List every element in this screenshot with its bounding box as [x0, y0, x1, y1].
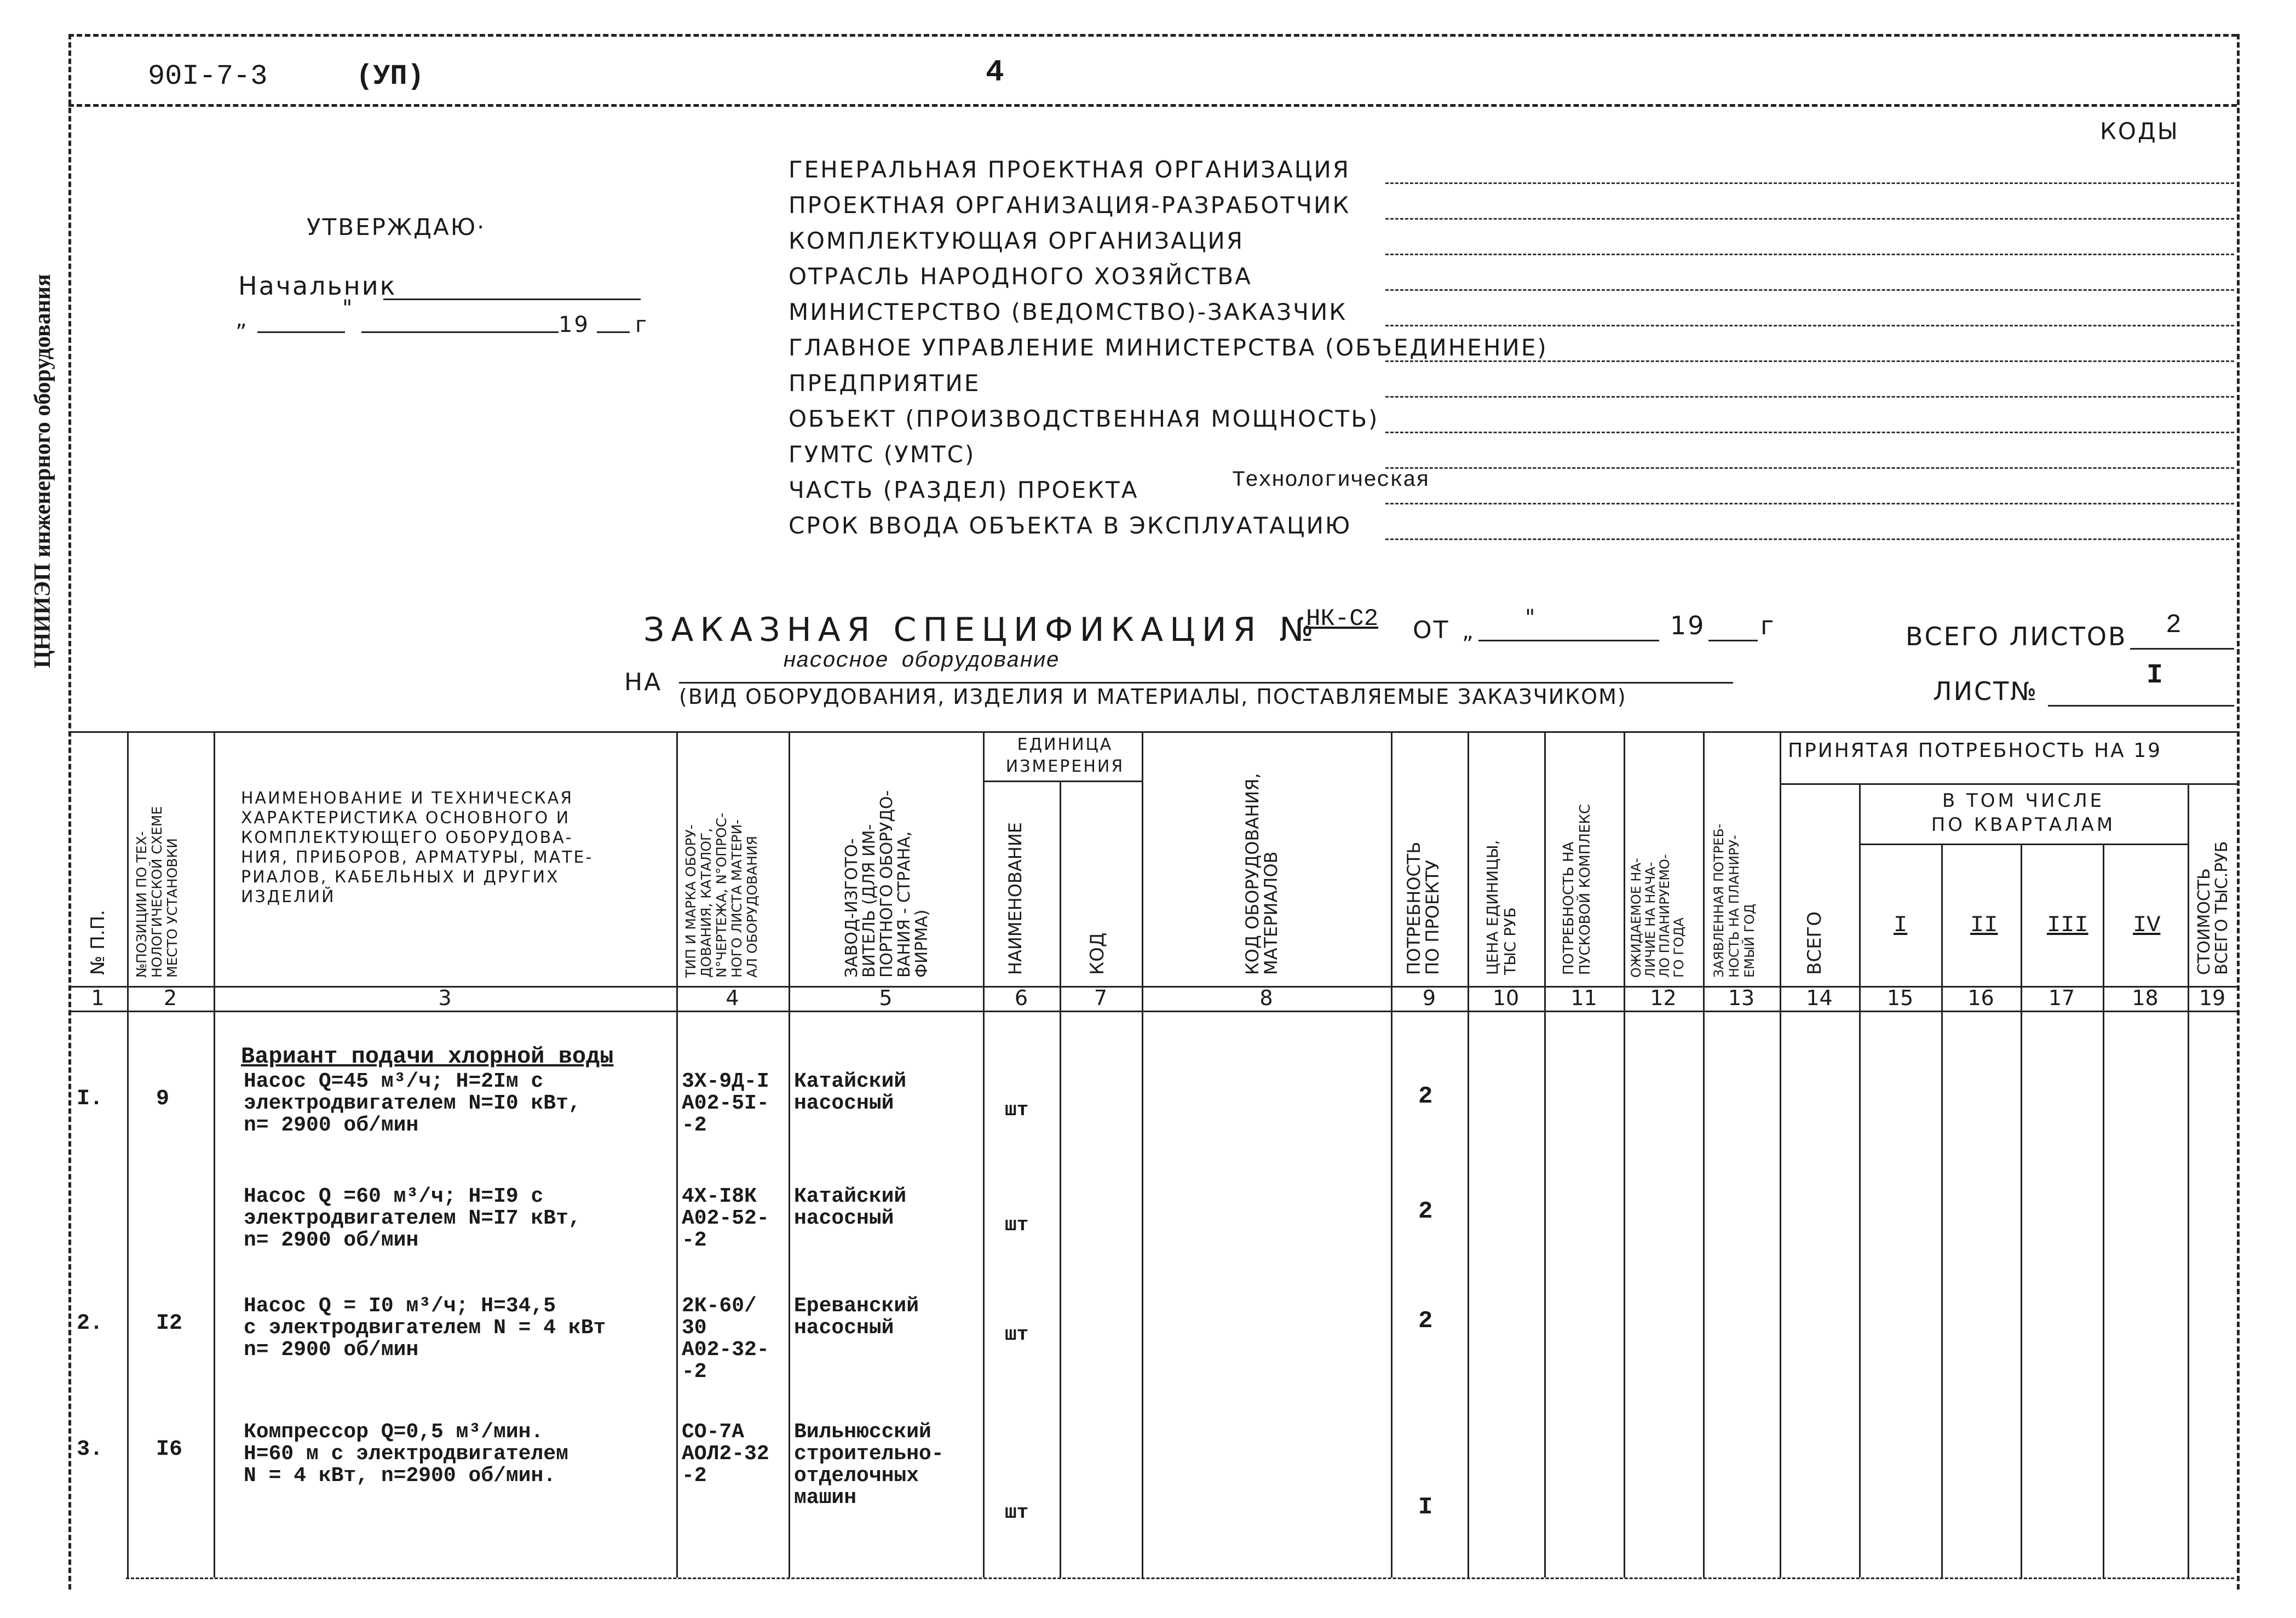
header-c9: ПОТРЕБНОСТЬ ПО ПРОЕКТУ [1403, 841, 1443, 975]
total-sheets-label: ВСЕГО ЛИСТОВ [1906, 622, 2127, 651]
spec-title: ЗАКАЗНАЯ СПЕЦИФИКАЦИЯ № [643, 611, 1320, 649]
col-line-9 [1468, 731, 1469, 1577]
row-number: 3. [77, 1437, 103, 1462]
header-divider [68, 104, 2237, 107]
row-position: 9 [156, 1087, 170, 1111]
row-type: 3Х-9Д-I А02-5I- -2 [682, 1070, 769, 1137]
org-field-line [1385, 254, 2234, 255]
col-line-5 [983, 731, 985, 1577]
col-line-1 [127, 731, 129, 1577]
accepted-group-line [1780, 783, 2237, 785]
row-unit: шт [1005, 1323, 1029, 1346]
sheet-value: I [2147, 660, 2163, 691]
header-c8: КОД ОБОРУДОВАНИЯ, МАТЕРИАЛОВ [1242, 773, 1281, 975]
row-unit: шт [1005, 1501, 1029, 1524]
col-line-4 [789, 731, 790, 1577]
org-field-line [1385, 396, 2234, 398]
column-number: 9 [1422, 986, 1436, 1010]
header-c7: КОД [1086, 932, 1108, 975]
header-c15: I [1894, 912, 1908, 938]
row-type: 2К-60/ 30 А02-32- -2 [682, 1294, 769, 1384]
col-line-11 [1624, 731, 1625, 1577]
col-line-16 [2021, 844, 2022, 1577]
org-field-line [1385, 182, 2234, 184]
header-c1: № П.П. [87, 910, 109, 975]
colnum-bottom-line [68, 1011, 2237, 1012]
row-quantity: I [1418, 1494, 1433, 1521]
side-label: ЦНИИЭП инженерного оборудования [30, 274, 55, 668]
doc-code: 90I-7-3 [148, 60, 268, 93]
row-quantity: 2 [1418, 1083, 1433, 1110]
page-number: 4 [986, 55, 1004, 90]
row-maker: Катайский насосный [794, 1185, 907, 1230]
row-unit: шт [1005, 1099, 1029, 1121]
column-number: 11 [1570, 986, 1597, 1010]
chief-signature-line [383, 299, 641, 300]
header-c13: ЗАЯВЛЕННАЯ ПОТРЕБ- НОСТЬ НА ПЛАНИРУ- ЕМЫЙ ГОД [1711, 823, 1757, 978]
spec-date-quote-open: „ [1462, 619, 1475, 644]
org-field-line [1385, 218, 2234, 220]
approve-year-line [597, 331, 630, 333]
quarters-group-line [1859, 844, 2188, 845]
col-line-18 [2188, 783, 2189, 1577]
spec-date-line [1478, 640, 1659, 641]
org-field-line [1385, 325, 2234, 326]
frame-right-border [2237, 34, 2240, 1590]
header-c2: №ПОЗИЦИИ ПО ТЕХ- НОЛОГИЧЕСКОЙ СХЕМЕ МЕСТО УСТАНОВКИ [134, 806, 180, 978]
unit-group-line [983, 781, 1142, 782]
header-unit-group: ЕДИНИЦА ИЗМЕРЕНИЯ [1005, 735, 1125, 776]
col-line-17 [2103, 844, 2104, 1577]
column-number: 6 [1014, 986, 1028, 1010]
chief-label: Начальник [238, 271, 397, 301]
album-code: (УП) [356, 60, 424, 93]
spec-year-suffix: г [1760, 611, 1776, 640]
row-name: Насос Q=45 м³/ч; Н=2Iм с электродвигателем N=I0 кВт, n= 2900 об/мин [244, 1070, 581, 1137]
col-line-7 [1142, 731, 1143, 1577]
header-c4: ТИП И МАРКА ОБОРУ- ДОВАНИЯ, КАТАЛОГ, N°ЧЕРТЕЖА, N°ОПРОС- НОГО ЛИСТА МАТЕРИ- АЛ ОБОРУДОВАНИЯ [683, 812, 760, 978]
col-line-13 [1780, 731, 1781, 1577]
org-field-label: ОТРАСЛЬ НАРОДНОГО ХОЗЯЙСТВА [789, 263, 1252, 290]
spec-subject-caption: (ВИД ОБОРУДОВАНИЯ, ИЗДЕЛИЯ И МАТЕРИАЛЫ, ПОСТАВЛЯЕМЫЕ ЗАКАЗЧИКОМ) [679, 685, 1627, 709]
codes-label: КОДЫ [2100, 118, 2179, 145]
org-field-label: ГУМТС (УМТС) [789, 441, 976, 468]
column-number: 4 [726, 986, 739, 1010]
header-c10: ЦЕНА ЕДИНИЦЫ, ТЫС РУБ [1483, 840, 1519, 975]
org-field-line [1385, 360, 2234, 362]
col-line-12 [1703, 731, 1705, 1577]
org-field-label: ПРЕДПРИЯТИЕ [789, 370, 981, 397]
table-top-line [68, 731, 2237, 733]
org-field-label: КОМПЛЕКТУЮЩАЯ ОРГАНИЗАЦИЯ [789, 227, 1245, 254]
org-field-label: МИНИСТЕРСТВО (ВЕДОМСТВО)-ЗАКАЗЧИК [789, 299, 1348, 325]
column-number: 5 [879, 986, 893, 1010]
header-accepted-group: ПРИНЯТАЯ ПОТРЕБНОСТЬ НА 19 [1788, 739, 2162, 762]
column-number: 8 [1259, 986, 1273, 1010]
column-number: 1 [91, 986, 105, 1010]
total-sheets-line [2130, 648, 2234, 650]
column-number: 3 [438, 986, 452, 1010]
col-line-10 [1544, 731, 1546, 1577]
header-c19: СТОИМОСТЬ ВСЕГО ТЫС.РУБ [2195, 841, 2231, 975]
column-number: 2 [163, 986, 177, 1010]
col-line-15 [1941, 844, 1943, 1577]
sheet-label: ЛИСТ№ [1933, 676, 2039, 706]
row-name: Насос Q = I0 м³/ч; Н=34,5 с электродвигателем N = 4 кВт n= 2900 об/мин [244, 1294, 606, 1362]
approve-date-quote-open: „ [235, 307, 249, 332]
org-field-label: СРОК ВВОДА ОБЪЕКТА В ЭКСПЛУАТАЦИЮ [789, 512, 1352, 539]
header-c11: ПОТРЕБНОСТЬ НА ПУСКОВОЙ КОМПЛЕКС [1561, 804, 1593, 975]
row-type: СО-7А АОЛ2-32 -2 [682, 1420, 769, 1488]
column-number: 7 [1094, 986, 1108, 1010]
header-c14: ВСЕГО [1804, 911, 1826, 975]
row-maker: Катайский насосный [794, 1070, 907, 1115]
column-number: 13 [1728, 986, 1755, 1010]
col-line-8 [1391, 731, 1392, 1577]
org-field-label: ЧАСТЬ (РАЗДЕЛ) ПРОЕКТА [789, 477, 1139, 503]
approve-month-line [361, 331, 559, 333]
header-c18: IV [2133, 912, 2161, 938]
org-field-label: ПРОЕКТНАЯ ОРГАНИЗАЦИЯ-РАЗРАБОТЧИК [789, 192, 1351, 219]
header-quarters-group: В ТОМ ЧИСЛЕ ПО КВАРТАЛАМ [1931, 790, 2116, 836]
approve-year-suffix: г [635, 312, 649, 337]
header-c3: НАИМЕНОВАНИЕ И ТЕХНИЧЕСКАЯ ХАРАКТЕРИСТИКА ОСНОВНОГО И КОМПЛЕКТУЮЩЕГО ОБОРУДОВА- НИЯ, ПРИБОРОВ, АРМАТУРЫ, МАТЕ- РИАЛОВ, КАБЕЛЬНЫХ И ДРУГИХ ИЗДЕЛИЙ [241, 789, 594, 906]
frame-top-border [68, 34, 2237, 37]
section-title: Вариант подачи хлорной воды [241, 1043, 614, 1070]
col-line-14 [1859, 783, 1861, 1577]
spec-subject-line [679, 682, 1733, 684]
column-number: 18 [2132, 986, 2159, 1010]
org-field-line [1385, 289, 2234, 291]
approve-year-prefix: 19 [559, 312, 590, 337]
header-c12: ОЖИДАЕМОЕ НА- ЛИЧИЕ НА НАЧА- ЛО ПЛАНИРУЕМО- ГО ГОДА [1629, 854, 1687, 978]
org-field-value: Технологическая [1232, 468, 1430, 493]
spec-from-label: ОТ [1413, 616, 1450, 644]
spec-on-label: НА [624, 668, 663, 696]
spec-number: НК-С2 [1306, 605, 1379, 633]
row-position: I6 [156, 1437, 183, 1462]
org-field-line [1385, 467, 2234, 469]
column-number: 10 [1492, 986, 1520, 1010]
spec-subject: насосное оборудование [783, 649, 1060, 674]
total-sheets-value: 2 [2166, 611, 2182, 640]
org-field-label: ОБЪЕКТ (ПРОИЗВОДСТВЕННАЯ МОЩНОСТЬ) [789, 405, 1379, 432]
approve-date-quote-close: " [342, 296, 354, 321]
approve-day-line [257, 331, 345, 333]
column-number: 12 [1650, 986, 1677, 1010]
row-quantity: 2 [1418, 1307, 1433, 1335]
row-number: 2. [77, 1311, 103, 1336]
sheet-line [2048, 705, 2234, 707]
col-line-2 [214, 731, 215, 1577]
org-field-label: ГЕНЕРАЛЬНАЯ ПРОЕКТНАЯ ОРГАНИЗАЦИЯ [789, 156, 1350, 183]
col-line-6 [1060, 781, 1061, 1577]
approve-title: УТВЕРЖДАЮ· [307, 214, 486, 240]
header-c5: ЗАВОД-ИЗГОТО- ВИТЕЛЬ (ДЛЯ ИМ- ПОРТНОГО ОБОРУДО- ВАНИЯ - СТРАНА, ФИРМА) [842, 790, 931, 978]
spec-year-line [1708, 640, 1758, 641]
row-position: I2 [156, 1311, 183, 1336]
row-unit: шт [1005, 1214, 1029, 1236]
spec-year-prefix: 19 [1670, 611, 1706, 640]
header-c17: III [2047, 912, 2088, 938]
column-number: 15 [1886, 986, 1914, 1010]
org-field-label: ГЛАВНОЕ УПРАВЛЕНИЕ МИНИСТЕРСТВА (ОБЪЕДИНЕНИЕ) [789, 334, 1548, 361]
org-field-line [1385, 538, 2234, 540]
row-maker: Вильнюсский строительно- отделочных машин [794, 1420, 944, 1510]
frame-bottom-border [126, 1577, 2234, 1579]
column-number: 17 [2048, 986, 2075, 1010]
column-number: 16 [1967, 986, 1994, 1010]
column-number: 14 [1806, 986, 1833, 1010]
spec-date-quote-close: " [1525, 605, 1537, 630]
row-name: Насос Q =60 м³/ч; Н=I9 с электродвигателем N=I7 кВт, n= 2900 об/мин [244, 1185, 581, 1252]
column-number: 19 [2199, 986, 2226, 1010]
row-maker: Ереванский насосный [794, 1294, 919, 1340]
row-number: I. [77, 1087, 103, 1111]
row-quantity: 2 [1418, 1198, 1433, 1225]
frame-left-border [68, 34, 71, 1590]
col-line-3 [676, 731, 678, 1577]
header-c16: II [1970, 912, 1998, 938]
org-field-line [1385, 503, 2234, 504]
row-type: 4Х-I8К А02-52- -2 [682, 1185, 769, 1252]
org-field-line [1385, 432, 2234, 433]
row-name: Компрессор Q=0,5 м³/мин. Н=60 м с электродвигателем N = 4 кВт, n=2900 об/мин. [244, 1420, 568, 1488]
header-c6: НАИМЕНОВАНИЕ [1005, 822, 1026, 975]
